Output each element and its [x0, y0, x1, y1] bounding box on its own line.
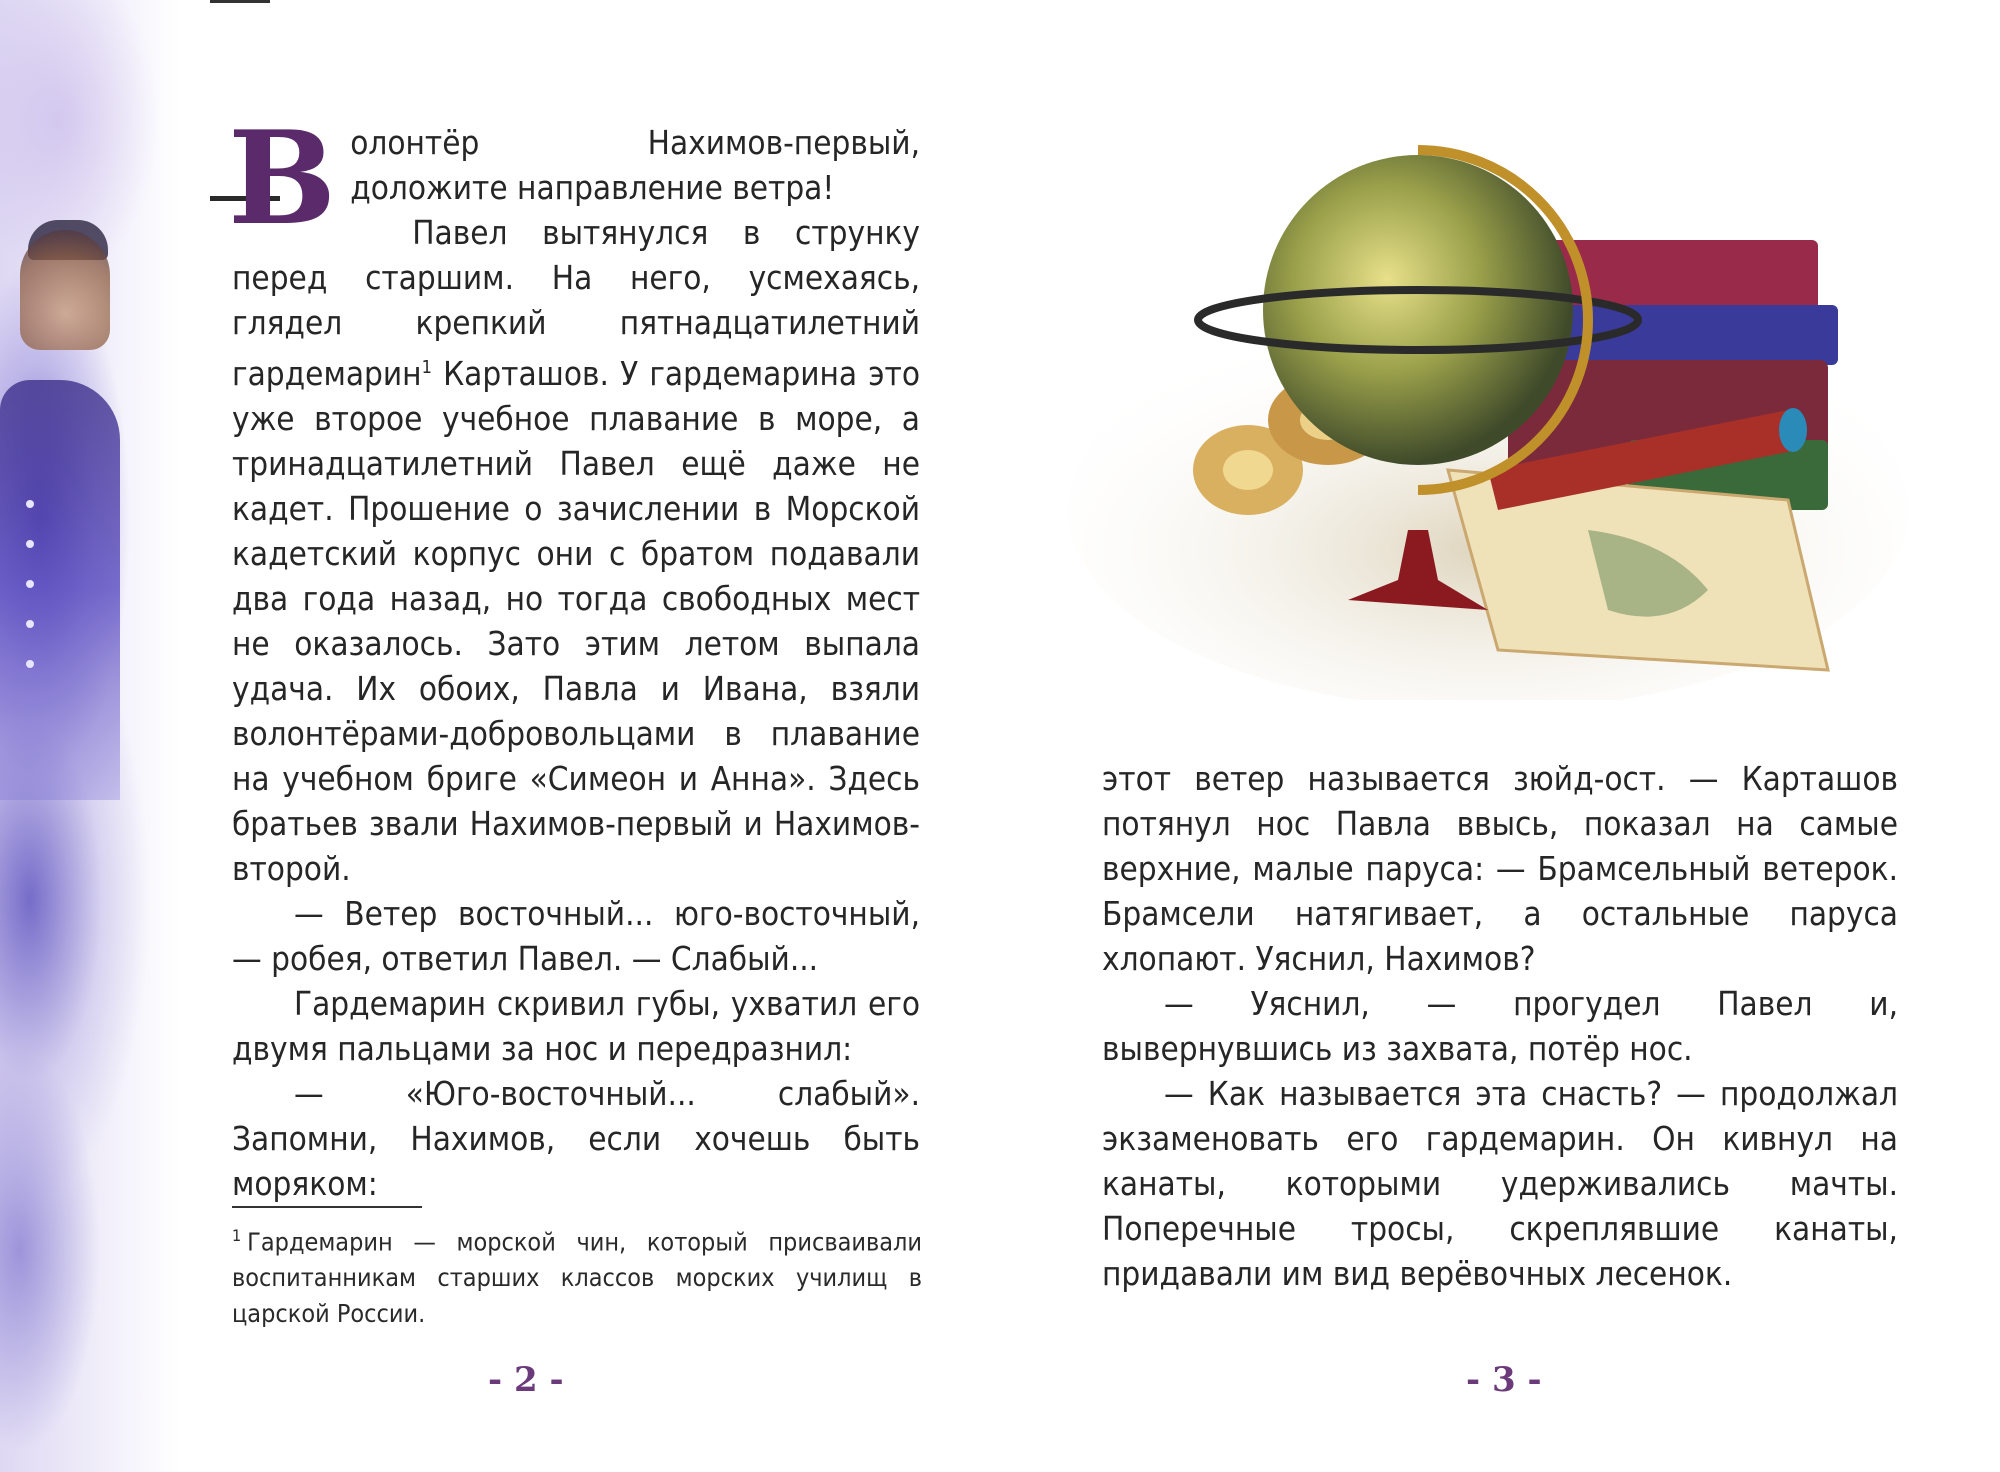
top-edge-mark — [210, 0, 270, 3]
right-page-text — [1102, 756, 1898, 1296]
footnote-marker: 1 — [232, 1226, 242, 1245]
footnote-rule — [232, 1206, 422, 1208]
page-number-left: - 2 - — [488, 1360, 564, 1400]
paragraph: Павел вытянулся в струнку перед старшим. На него, усмехаясь, глядел крепкий пятнадцатилетний гардемарин$^1$ Карташов. У гардемарина это уже второе учебное плавание в море, а тринадцатилетний Павел ещё даже не кадет. Прошение о зачислении в Морской кадетский корпус они с братом подавали два года назад, но тогда свободных мест не оказалось. Зато этим летом выпала удача. Их обоих, Павла и Ивана, взяли волонтёрами-добровольцами в плавание на учебном бриге «Симеон и Анна». Здесь братьев звали Нахимов-первый и Нахимов-второй. — [232, 213, 920, 888]
sailor-coat-figure — [0, 380, 120, 800]
globe — [1263, 155, 1573, 465]
opening-lines: олонтёр Нахимов-первый, доложите направление ветра! — [350, 123, 920, 207]
footnote — [232, 1218, 922, 1332]
illustration-svg — [1068, 110, 1908, 700]
paragraph: Гардемарин скривил губы, ухватил его двумя пальцами за нос и передразнил: — [232, 984, 920, 1068]
paragraph: — «Юго-восточный... слабый». Запомни, Нахимов, если хочешь быть моряком: — [232, 1074, 920, 1203]
footnote-text: Гардемарин — морской чин, который присваивали воспитанникам старших классов морских училищ в царской России. — [232, 1227, 922, 1329]
paragraph: этот ветер называется зюйд-ост. — Карташов потянул нос Павла ввысь, показал на самые верхние, малые паруса: — Брамсельный ветерок. Брамсели натягивает, а остальные паруса хлопают. Уяснил, Нахимов? — [1102, 759, 1898, 978]
globe-books-illustration — [1068, 110, 1908, 700]
page-number-right: - 3 - — [1466, 1360, 1542, 1400]
paragraph: — Как называется эта снасть? — продолжал экзаменовать его гардемарин. Он кивнул на канаты, которыми удерживались мачты. Поперечные тросы, скреплявшие канаты, придавали им вид верёвочных лесенок. — [1102, 1074, 1898, 1293]
left-watercolor-illustration — [0, 0, 180, 1472]
paragraph: — Ветер восточный... юго-восточный, — робея, ответил Павел. — Слабый... — [232, 894, 920, 978]
opening-paragraph — [228, 104, 920, 254]
left-page-text — [228, 104, 920, 1206]
paragraph: — Уяснил, — прогудел Павел и, вывернувшись из захвата, потёр нос. — [1102, 984, 1898, 1068]
sailor-face-figure — [20, 230, 110, 350]
dropcap-letter: В — [228, 104, 337, 254]
